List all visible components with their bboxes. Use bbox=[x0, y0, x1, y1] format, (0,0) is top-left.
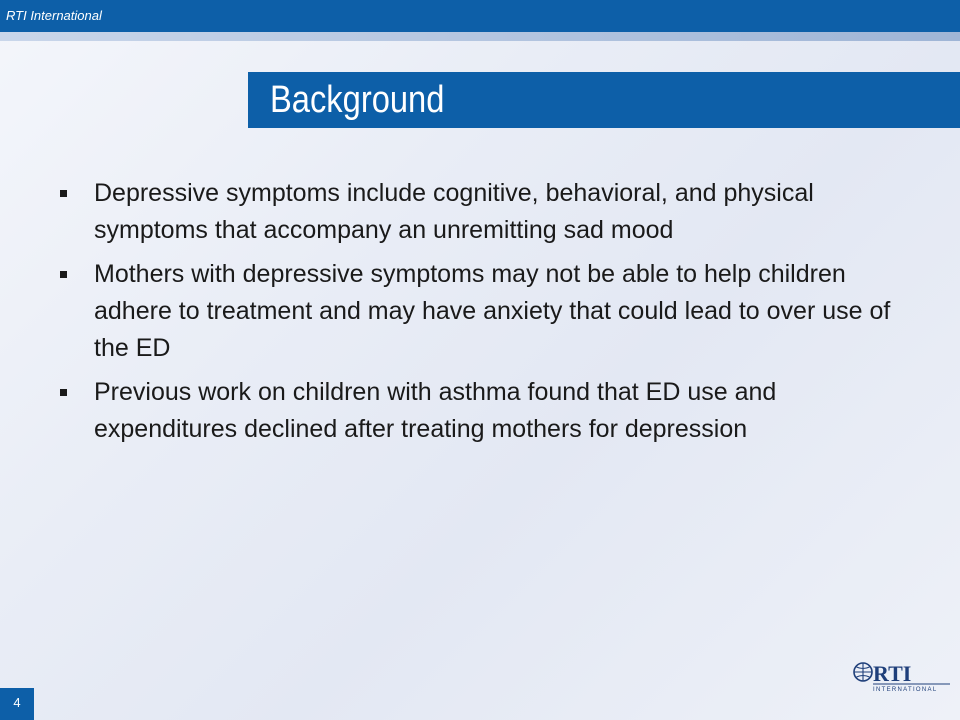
page-number-box bbox=[0, 688, 34, 720]
square-bullet-icon bbox=[60, 389, 67, 396]
header-bar bbox=[0, 0, 960, 32]
bullet-list bbox=[60, 175, 900, 455]
bullet-item bbox=[60, 256, 900, 367]
bullet-text: Previous work on children with asthma found that ED use and expenditures declined after treating mothers for depression bbox=[94, 378, 777, 443]
bullet-item bbox=[60, 175, 900, 249]
logo-subtext: INTERNATIONAL bbox=[873, 687, 938, 692]
bullet-text: Mothers with depressive symptoms may not be able to help children adhere to treatment and may have anxiety that could lead to over use of the ED bbox=[94, 260, 891, 362]
page-number: 4 bbox=[13, 695, 21, 710]
bullet-text: Depressive symptoms include cognitive, behavioral, and physical symptoms that accompany an unremitting sad mood bbox=[94, 179, 814, 244]
rti-logo-icon bbox=[852, 660, 952, 692]
organization-label: RTI International bbox=[6, 8, 102, 23]
logo-wordmark: RTI bbox=[873, 661, 912, 686]
header-stripe bbox=[0, 32, 960, 41]
square-bullet-icon bbox=[60, 190, 67, 197]
slide-title: Background bbox=[270, 79, 445, 121]
title-band bbox=[248, 72, 960, 128]
square-bullet-icon bbox=[60, 271, 67, 278]
bullet-item bbox=[60, 374, 900, 448]
